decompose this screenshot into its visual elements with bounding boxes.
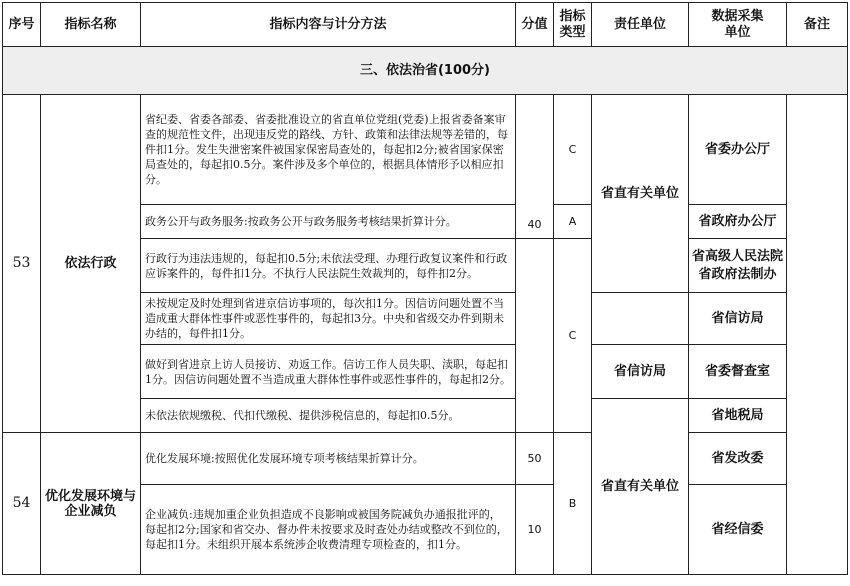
row53-collect-5: 省委督查室 (689, 345, 787, 399)
row53-item-3: 行政行为违法违规的，每起扣0.5分;未依法受理、办理行政复议案件和行政应诉案件的，每件扣1分。不执行人民法院生效裁判的，每件扣2分。 (141, 239, 516, 293)
header-collect: 数据采集 单位 (689, 3, 787, 47)
row53-seq: 53 (3, 95, 41, 433)
row53-score-empty (516, 239, 554, 433)
table-row (3, 433, 848, 485)
header-remark: 备注 (787, 3, 848, 47)
row53-resp-empty (592, 293, 689, 345)
row54-score-1: 50 (516, 433, 554, 485)
row53-name: 依法行政 (41, 95, 141, 433)
row53-resp-2: 省信访局 (592, 345, 689, 399)
row53-resp-1: 省直有关单位 (592, 95, 689, 293)
header-seq: 序号 (3, 3, 41, 47)
row53-type-2: A (554, 205, 592, 239)
row53-collect-6: 省地税局 (689, 399, 787, 433)
row53-collect-2: 省政府办公厅 (689, 205, 787, 239)
header-content: 指标内容与计分方法 (141, 3, 516, 47)
section-row (3, 47, 848, 95)
row53-item-2: 政务公开与政务服务:按政务公开与政务服务考核结果折算计分。 (141, 205, 516, 239)
remark-cell (787, 95, 848, 575)
row54-score-2: 10 (516, 485, 554, 575)
header-name: 指标名称 (41, 3, 141, 47)
row53-collect-1: 省委办公厅 (689, 95, 787, 205)
row53-type-1: C (554, 95, 592, 205)
row53-collect-3: 省高级人民法院 省政府法制办 (689, 239, 787, 293)
header-row (3, 3, 848, 47)
row53-type-3: C (554, 239, 592, 433)
header-resp: 责任单位 (592, 3, 689, 47)
header-score: 分值 (516, 3, 554, 47)
row53-collect-4: 省信访局 (689, 293, 787, 345)
table-row (3, 95, 848, 205)
section-title: 三、依法治省(100分) (3, 47, 848, 95)
row53-item-1: 省纪委、省委各部委、省委批准设立的省直单位党组(党委)上报省委备案审查的规范性文件，出现违反党的路线、方针、政策和法律法规等差错的，每件扣1分。发生失泄密案件被国家保密局查处的，每起扣2分;被省国家保密局查处的，每起扣0.5分。案件涉及多个单位的，根据具体情形予以相应扣分。 (141, 95, 516, 205)
row54-collect-2: 省经信委 (689, 485, 787, 575)
header-type: 指标 类型 (554, 3, 592, 47)
row54-item-1: 优化发展环境:按照优化发展环境专项考核结果折算计分。 (141, 433, 516, 485)
row54-seq: 54 (3, 433, 41, 575)
row54-item-2: 企业减负:违规加重企业负担造成不良影响或被国务院减负办通报批评的，每起扣2分;国家和省交办、督办件未按要求及时查处办结或整改不到位的，每起扣1分。未组织开展本系统涉企收费清理专项检查的，扣1分。 (141, 485, 516, 575)
row54-name: 优化发展环境与 企业减负 (41, 433, 141, 575)
row54-type: B (554, 433, 592, 575)
row53-score: 40 (516, 95, 554, 239)
row54-collect-1: 省发改委 (689, 433, 787, 485)
row53-item-4: 未按规定及时处理到省进京信访事项的，每次扣1分。因信访问题处置不当造成重大群体性事件或恶性事件的，每起扣3分。中央和省级交办件到期未办结的，每件扣1分。 (141, 293, 516, 345)
row53-item-5: 做好到省进京上访人员接访、劝返工作。信访工作人员失职、渎职，每起扣1分。因信访问题处置不当造成重大群体性事件或恶性事件的，每起扣2分。 (141, 345, 516, 399)
resp-shared: 省直有关单位 (592, 399, 689, 575)
indicator-table (2, 2, 848, 575)
row53-item-6: 未依法依规缴税、代扣代缴税、提供涉税信息的，每起扣0.5分。 (141, 399, 516, 433)
